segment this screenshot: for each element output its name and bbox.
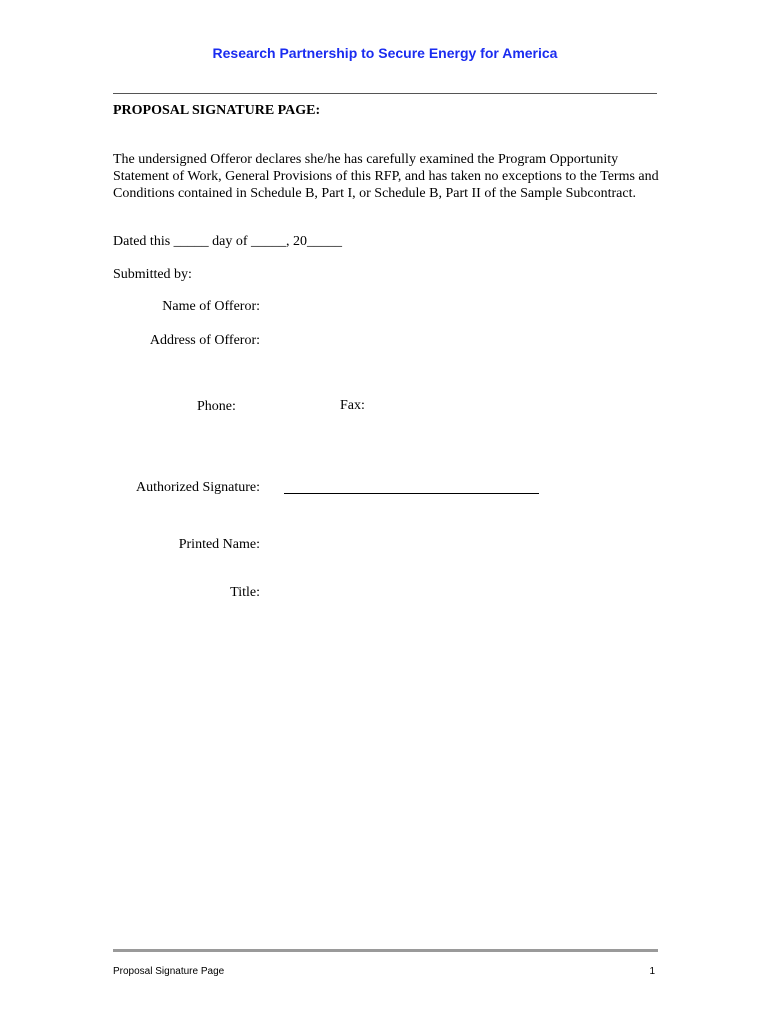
declaration-paragraph: The undersigned Offeror declares she/he has carefully examined the Program Opportunity Statement of Work, General Provisions of this RFP, and has taken no exceptions to the Terms and Conditions contained in Schedule B, Part I, or Schedule B, Part II of the Sample Subcontract.: [113, 152, 659, 201]
page-number: 1: [649, 966, 655, 977]
fax-label: Fax:: [340, 398, 365, 413]
document-header-title: Research Partnership to Secure Energy for America: [212, 45, 558, 61]
authorized-signature-label: Authorized Signature:: [135, 480, 260, 495]
phone-label: Phone:: [197, 399, 236, 414]
dated-line: Dated this _____ day of _____, 20_____: [113, 234, 343, 249]
title-label: Title:: [230, 585, 260, 600]
signature-line: [284, 493, 539, 494]
address-of-offeror-label: Address of Offeror:: [149, 333, 260, 348]
header-divider: [113, 93, 657, 94]
footer-label: Proposal Signature Page: [113, 966, 225, 977]
printed-name-label: Printed Name:: [178, 537, 260, 552]
name-of-offeror-label: Name of Offeror:: [162, 299, 260, 314]
footer-divider: [113, 949, 658, 952]
page-heading: PROPOSAL SIGNATURE PAGE:: [113, 103, 321, 118]
submitted-by-label: Submitted by:: [113, 267, 192, 282]
